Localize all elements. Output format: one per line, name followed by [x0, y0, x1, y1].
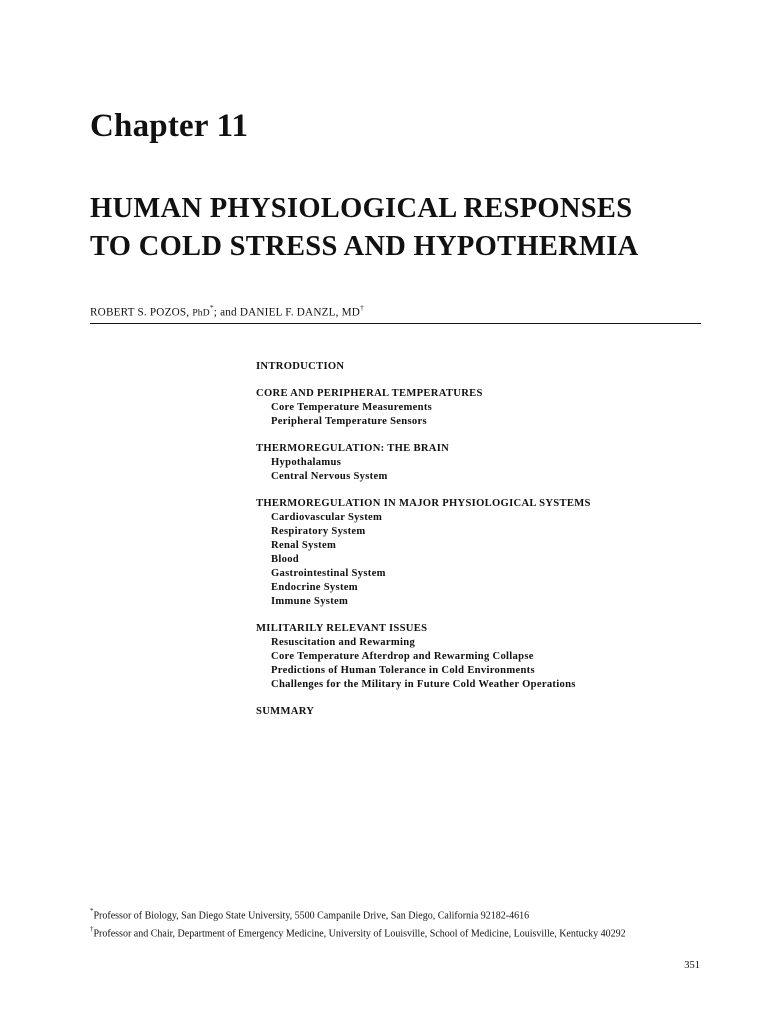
chapter-title-line-1: HUMAN PHYSIOLOGICAL RESPONSES [90, 193, 633, 224]
toc-subheading: Respiratory System [271, 526, 366, 537]
toc-subheading: Predictions of Human Tolerance in Cold Environments [271, 665, 535, 676]
toc-heading: THERMOREGULATION: THE BRAIN [256, 443, 450, 454]
toc-subheading: Central Nervous System [271, 471, 388, 482]
toc-subheading: Core Temperature Afterdrop and Rewarming Collapse [271, 651, 534, 662]
author-1-footnote-mark: * [209, 303, 214, 312]
footnote-mark: * [90, 907, 94, 915]
toc-subheading: Resuscitation and Rewarming [271, 637, 416, 648]
page-number: 351 [684, 960, 700, 971]
footnotes [90, 905, 626, 942]
author-1-degree: PhD [192, 308, 210, 319]
toc-subheading: Challenges for the Military in Future Cold Weather Operations [271, 679, 576, 690]
author-separator: ; and [213, 306, 240, 319]
toc-subheading: Core Temperature Measurements [271, 402, 433, 413]
footnote [90, 923, 626, 941]
table-of-contents [256, 360, 726, 732]
author-line [90, 304, 364, 319]
toc-subheading: Immune System [271, 596, 349, 607]
toc-heading: THERMOREGULATION IN MAJOR PHYSIOLOGICAL SYSTEMS [256, 498, 591, 509]
toc-subheading: Gastrointestinal System [271, 568, 386, 579]
toc-section [256, 387, 726, 429]
footnote-text: Professor of Biology, San Diego State University, 5500 Campanile Drive, San Diego, California 92182-4616 [93, 910, 530, 922]
toc-section [256, 360, 726, 374]
toc-section [256, 442, 726, 484]
toc-heading: MILITARILY RELEVANT ISSUES [256, 623, 428, 634]
footnote-text: Professor and Chair, Department of Emergency Medicine, University of Louisville, School of Medicine, Louisville, Kentucky 40292 [93, 928, 626, 940]
toc-heading: SUMMARY [256, 706, 315, 717]
footnote-mark: † [90, 925, 94, 934]
author-1-name: ROBERT S. POZOS, [90, 306, 193, 319]
toc-heading: CORE AND PERIPHERAL TEMPERATURES [256, 388, 483, 399]
chapter-label: Chapter 11 [90, 108, 249, 144]
toc-section [256, 497, 726, 609]
toc-subheading: Hypothalamus [271, 457, 342, 468]
toc-subheading: Blood [271, 554, 299, 565]
author-2-footnote-mark: † [360, 303, 365, 312]
toc-subheading: Cardiovascular System [271, 512, 383, 523]
author-2-name: DANIEL F. DANZL, MD [239, 306, 361, 319]
toc-subheading: Renal System [271, 540, 337, 551]
toc-section [256, 622, 726, 692]
chapter-title [90, 190, 730, 266]
toc-heading: INTRODUCTION [256, 361, 345, 372]
toc-section [256, 705, 726, 719]
author-divider-rule [90, 323, 701, 324]
footnote [90, 905, 626, 923]
toc-subheading: Peripheral Temperature Sensors [271, 416, 427, 427]
chapter-title-line-2: TO COLD STRESS AND HYPOTHERMIA [90, 231, 639, 262]
toc-subheading: Endocrine System [271, 582, 358, 593]
